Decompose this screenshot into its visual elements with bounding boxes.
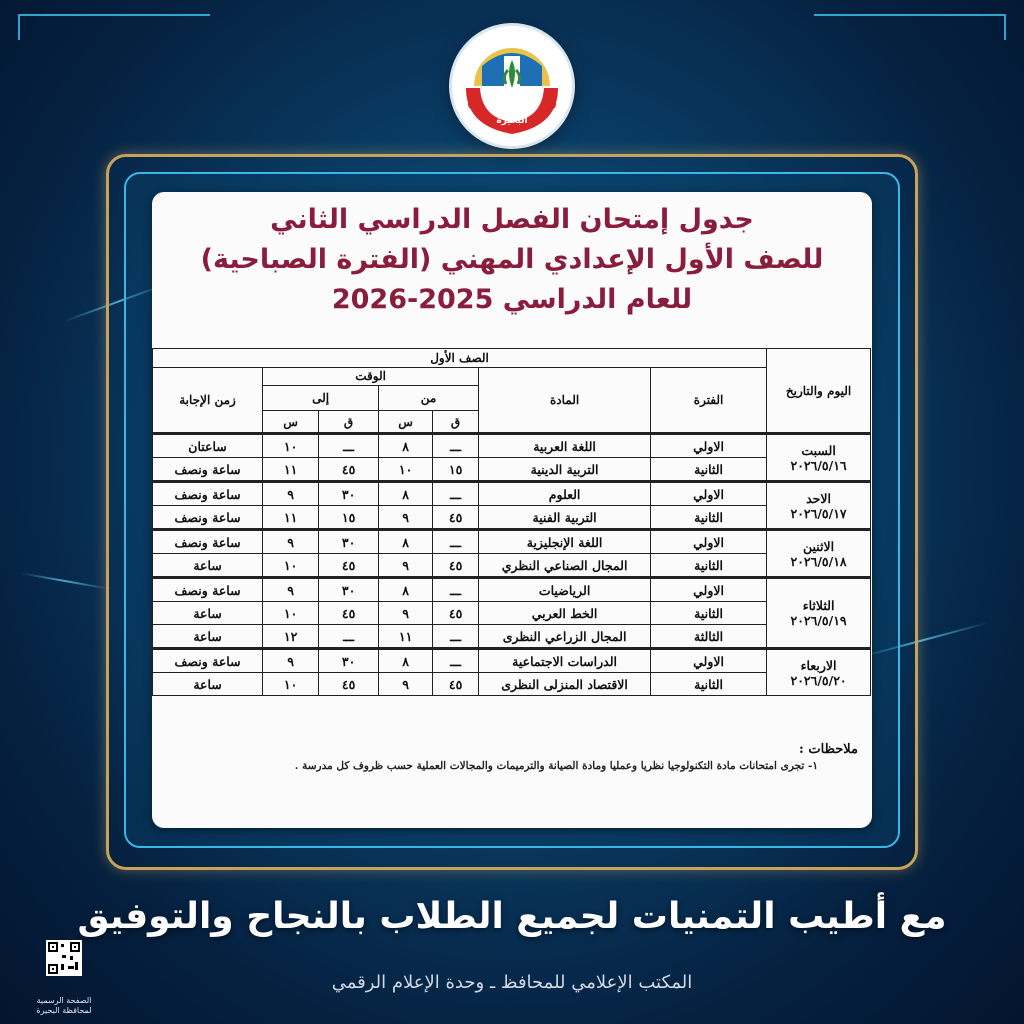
cell-from-h: ٨ (379, 434, 433, 458)
cell-duration: ساعتان (153, 434, 263, 458)
day-date-cell (767, 649, 871, 696)
table-row (153, 506, 871, 530)
exam-table-wrapper (152, 348, 872, 742)
cell-from-m: ـــ (433, 530, 479, 554)
cell-to-h: ١٠ (263, 434, 319, 458)
cell-to-h: ١٠ (263, 602, 319, 625)
exam-date: ٢٠٢٦/٥/١٩ (790, 613, 847, 628)
header-from: من (379, 385, 479, 411)
table-row (153, 673, 871, 696)
cell-subject: المجال الصناعي النظري (479, 554, 651, 578)
header-grade: الصف الأول (153, 349, 767, 368)
cell-from-h: ٩ (379, 506, 433, 530)
header-period: الفترة (651, 368, 767, 434)
cell-period: الثانية (651, 554, 767, 578)
decor-corner-right (814, 14, 1006, 40)
cell-duration: ساعة ونصف (153, 458, 263, 482)
cell-to-m: ٤٥ (319, 673, 379, 696)
cell-to-m: ٣٠ (319, 482, 379, 506)
cell-period: الاولي (651, 578, 767, 602)
cell-to-h: ٩ (263, 530, 319, 554)
cell-from-m: ١٥ (433, 458, 479, 482)
title-line-3: للعام الدراسي 2025-2026 (331, 284, 693, 315)
exam-schedule-table (152, 348, 871, 696)
cell-from-h: ١١ (379, 625, 433, 649)
qr-code[interactable] (46, 940, 82, 976)
exam-date: ٢٠٢٦/٥/٢٠ (790, 672, 847, 688)
cell-period: الاولي (651, 530, 767, 554)
schedule-document (152, 192, 872, 828)
cell-from-h: ٩ (379, 554, 433, 578)
day-name: الاثنين (803, 538, 835, 554)
day-date-cell (767, 530, 871, 578)
header-subject: المادة (479, 368, 651, 434)
cell-to-m: ٤٥ (319, 458, 379, 482)
cell-from-h: ٨ (379, 482, 433, 506)
cell-from-m: ٤٥ (433, 506, 479, 530)
cell-subject: المجال الزراعي النظرى (479, 625, 651, 649)
day-name: الاحد (806, 490, 832, 506)
cell-from-h: ٨ (379, 530, 433, 554)
cell-period: الثالثة (651, 625, 767, 649)
cell-from-m: ـــ (433, 625, 479, 649)
table-row (153, 482, 871, 506)
day-name: الثلاثاء (802, 598, 835, 613)
cell-to-m: ١٥ (319, 506, 379, 530)
cell-period: الاولي (651, 649, 767, 673)
cell-period: الثانية (651, 458, 767, 482)
cell-from-h: ٩ (379, 673, 433, 696)
cell-to-m: ـــ (319, 434, 379, 458)
cell-from-h: ١٠ (379, 458, 433, 482)
cell-to-m: ٣٠ (319, 530, 379, 554)
cell-to-h: ٩ (263, 578, 319, 602)
cell-duration: ساعة ونصف (153, 578, 263, 602)
cell-from-h: ٨ (379, 649, 433, 673)
cell-to-h: ١١ (263, 458, 319, 482)
cell-from-m: ٤٥ (433, 673, 479, 696)
cell-duration: ساعة (153, 602, 263, 625)
cell-to-m: ٤٥ (319, 554, 379, 578)
cell-subject: اللغة الإنجليزية (479, 530, 651, 554)
cell-subject: التربية الفنية (479, 506, 651, 530)
notes-label: ملاحظات : (799, 742, 858, 757)
header-time: الوقت (263, 368, 479, 386)
day-date-cell (767, 482, 871, 530)
cell-duration: ساعة (153, 625, 263, 649)
cell-to-m: ٣٠ (319, 649, 379, 673)
header-to-hour: س (263, 411, 319, 434)
cell-to-h: ١٠ (263, 673, 319, 696)
table-row (153, 530, 871, 554)
cell-from-m: ـــ (433, 434, 479, 458)
cell-to-h: ١٠ (263, 554, 319, 578)
exam-date: ٢٠٢٦/٥/١٨ (790, 553, 847, 569)
exam-date: ٢٠٢٦/٥/١٧ (790, 505, 847, 521)
decor-corner-left (18, 14, 210, 40)
cell-to-m: ٤٥ (319, 602, 379, 625)
cell-subject: الاقتصاد المنزلى النظرى (479, 673, 651, 696)
header-from-hour: س (379, 411, 433, 434)
table-row (153, 602, 871, 625)
day-date-cell (767, 434, 871, 482)
cell-subject: الدراسات الاجتماعية (479, 649, 651, 673)
title-line-1: جدول إمتحان الفصل الدراسي الثاني (270, 204, 754, 235)
cell-period: الثانية (651, 506, 767, 530)
cell-from-m: ٤٥ (433, 554, 479, 578)
cell-subject: التربية الدينية (479, 458, 651, 482)
title-line-2: للصف الأول الإعدادي المهني (الفترة الصباحية) (200, 244, 824, 275)
cell-from-m: ـــ (433, 578, 479, 602)
table-row (153, 578, 871, 602)
cell-to-m: ٣٠ (319, 578, 379, 602)
day-date-cell (767, 578, 871, 649)
header-day-date: اليوم والتاريخ (767, 349, 871, 434)
exam-date: ٢٠٢٦/٥/١٦ (790, 457, 847, 473)
cell-subject: الخط العربي (479, 602, 651, 625)
cell-subject: اللغة العربية (479, 434, 651, 458)
day-name: السبت (801, 442, 836, 458)
qr-code-icon (48, 942, 80, 974)
cell-duration: ساعة ونصف (153, 649, 263, 673)
cell-subject: العلوم (479, 482, 651, 506)
cell-from-h: ٩ (379, 602, 433, 625)
cell-duration: ساعة (153, 673, 263, 696)
header-duration: زمن الإجابة (153, 368, 263, 434)
cell-to-h: ٩ (263, 482, 319, 506)
decor-streak (21, 572, 110, 590)
table-row (153, 434, 871, 458)
header-to: إلى (263, 385, 379, 411)
table-row (153, 625, 871, 649)
cell-to-h: ٩ (263, 649, 319, 673)
cell-duration: ساعة (153, 554, 263, 578)
cell-to-h: ١٢ (263, 625, 319, 649)
table-row (153, 458, 871, 482)
cell-duration: ساعة ونصف (153, 530, 263, 554)
qr-label: الصفحة الرسمية لمحافظة البحيرة (36, 996, 92, 1015)
table-row (153, 554, 871, 578)
cell-from-h: ٨ (379, 578, 433, 602)
cell-to-h: ١١ (263, 506, 319, 530)
cell-subject: الرياضيات (479, 578, 651, 602)
exam-table-body (153, 434, 871, 696)
logo-text: البحيرة (496, 116, 528, 126)
day-name: الاربعاء (800, 657, 837, 673)
notes-text: ١- تجرى امتحانات مادة التكنولوجيا نظريا وعمليا ومادة الصيانة والترميمات والمجالات العملية حسب ظروف كل مدرسة . (294, 760, 818, 772)
cell-period: الثانية (651, 602, 767, 625)
cell-to-m: ـــ (319, 625, 379, 649)
cell-from-m: ـــ (433, 649, 479, 673)
footer-credit: المكتب الإعلامي للمحافظ ـ وحدة الإعلام الرقمي (331, 972, 693, 993)
cell-period: الثانية (651, 673, 767, 696)
header-from-min: ق (433, 411, 479, 434)
governorate-logo (452, 26, 572, 146)
table-row (153, 649, 871, 673)
cell-from-m: ـــ (433, 482, 479, 506)
cell-duration: ساعة ونصف (153, 506, 263, 530)
logo-emblem-icon (452, 26, 572, 146)
header-to-min: ق (319, 411, 379, 434)
cell-period: الاولي (651, 434, 767, 458)
cell-from-m: ٤٥ (433, 602, 479, 625)
cell-period: الاولي (651, 482, 767, 506)
cell-duration: ساعة ونصف (153, 482, 263, 506)
wish-message: مع أطيب التمنيات لجميع الطلاب بالنجاح والتوفيق (77, 896, 947, 937)
